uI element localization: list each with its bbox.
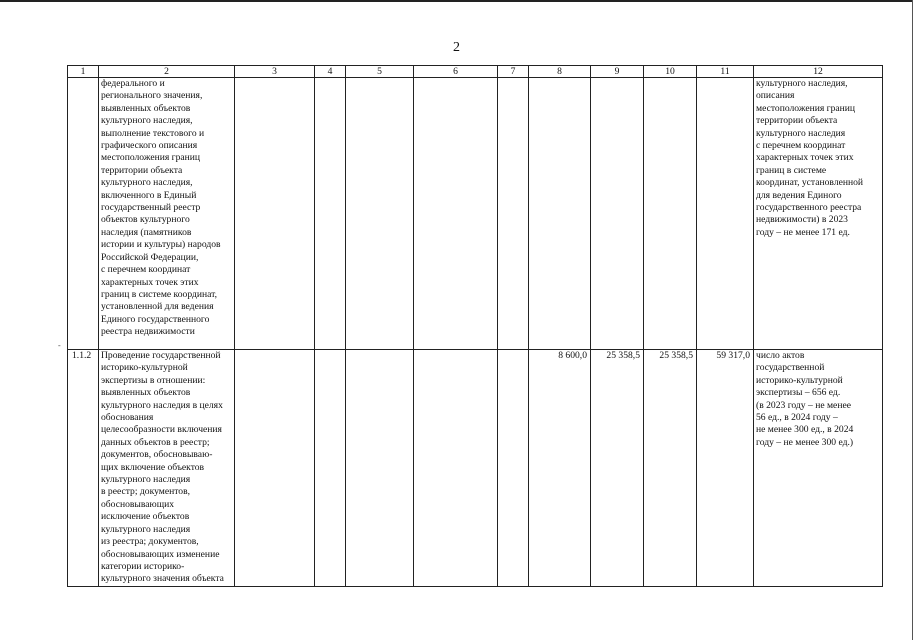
row-description: федерального и регионального значения, выявленных объектов культурного наследия, выполнение текстового и графического описания местоположения границ территории объекта культурного наследия, включенного в Единый государственный реестр объектов культурного наследия (памятников истории и культуры) народов Российской Федерации, с перечнем координат характерных точек этих границ в системе координат, установленной для ведения Единого государственного реестра недвижимости [99, 78, 235, 350]
row-code: 1.1.2 [68, 350, 99, 587]
column-header: 11 [697, 66, 754, 78]
cell-col10 [644, 78, 697, 350]
column-header: 9 [591, 66, 644, 78]
cell-col3 [235, 350, 315, 587]
cell-col9: 25 358,5 [591, 350, 644, 587]
cell-col5 [346, 350, 414, 587]
row-result: культурного наследия, описания местоположения границ территории объекта культурного наследия с перечнем координат характерных точек этих границ в системе координат, установленной для ведения Единого государственного реестра недвижимости) в 2023 году – не менее 171 ед. [754, 78, 883, 350]
cell-col6 [414, 78, 498, 350]
cell-col11: 59 317,0 [697, 350, 754, 587]
cell-col9 [591, 78, 644, 350]
cell-col6 [414, 350, 498, 587]
column-header: 5 [346, 66, 414, 78]
page-number: 2 [453, 40, 460, 55]
column-header: 8 [529, 66, 591, 78]
row-code [68, 78, 99, 350]
page-top-border [0, 0, 913, 2]
table-header-row [68, 66, 883, 78]
cell-col4 [315, 350, 346, 587]
cell-col11 [697, 78, 754, 350]
table-row [68, 78, 883, 350]
cell-col3 [235, 78, 315, 350]
cell-col10: 25 358,5 [644, 350, 697, 587]
column-header: 4 [315, 66, 346, 78]
column-header: 3 [235, 66, 315, 78]
margin-mark: - [58, 341, 61, 350]
row-description: Проведение государственной историко-культурной экспертизы в отношении: выявленных объектов культурного наследия в целях обоснования целесообразности включения данных объектов в реестр; документов, обосновываю- щих включение объектов культурного наследия в реестр; документов, обосновывающих исключение объектов культурного наследия из реестра; документов, обосновывающих изменение категории историко- культурного значения объекта [99, 350, 235, 587]
table-row [68, 350, 883, 587]
cell-col8: 8 600,0 [529, 350, 591, 587]
column-header: 6 [414, 66, 498, 78]
column-header: 7 [498, 66, 529, 78]
cell-col7 [498, 78, 529, 350]
column-header: 12 [754, 66, 883, 78]
column-header: 2 [99, 66, 235, 78]
row-result: число актов государственной историко-культурной экспертизы – 656 ед. (в 2023 году – не менее 56 ед., в 2024 году – не менее 300 ед., в 2024 году – не менее 300 ед.) [754, 350, 883, 587]
cell-col4 [315, 78, 346, 350]
cell-col8 [529, 78, 591, 350]
budget-table [67, 65, 883, 587]
cell-col7 [498, 350, 529, 587]
column-header: 1 [68, 66, 99, 78]
column-header: 10 [644, 66, 697, 78]
cell-col5 [346, 78, 414, 350]
